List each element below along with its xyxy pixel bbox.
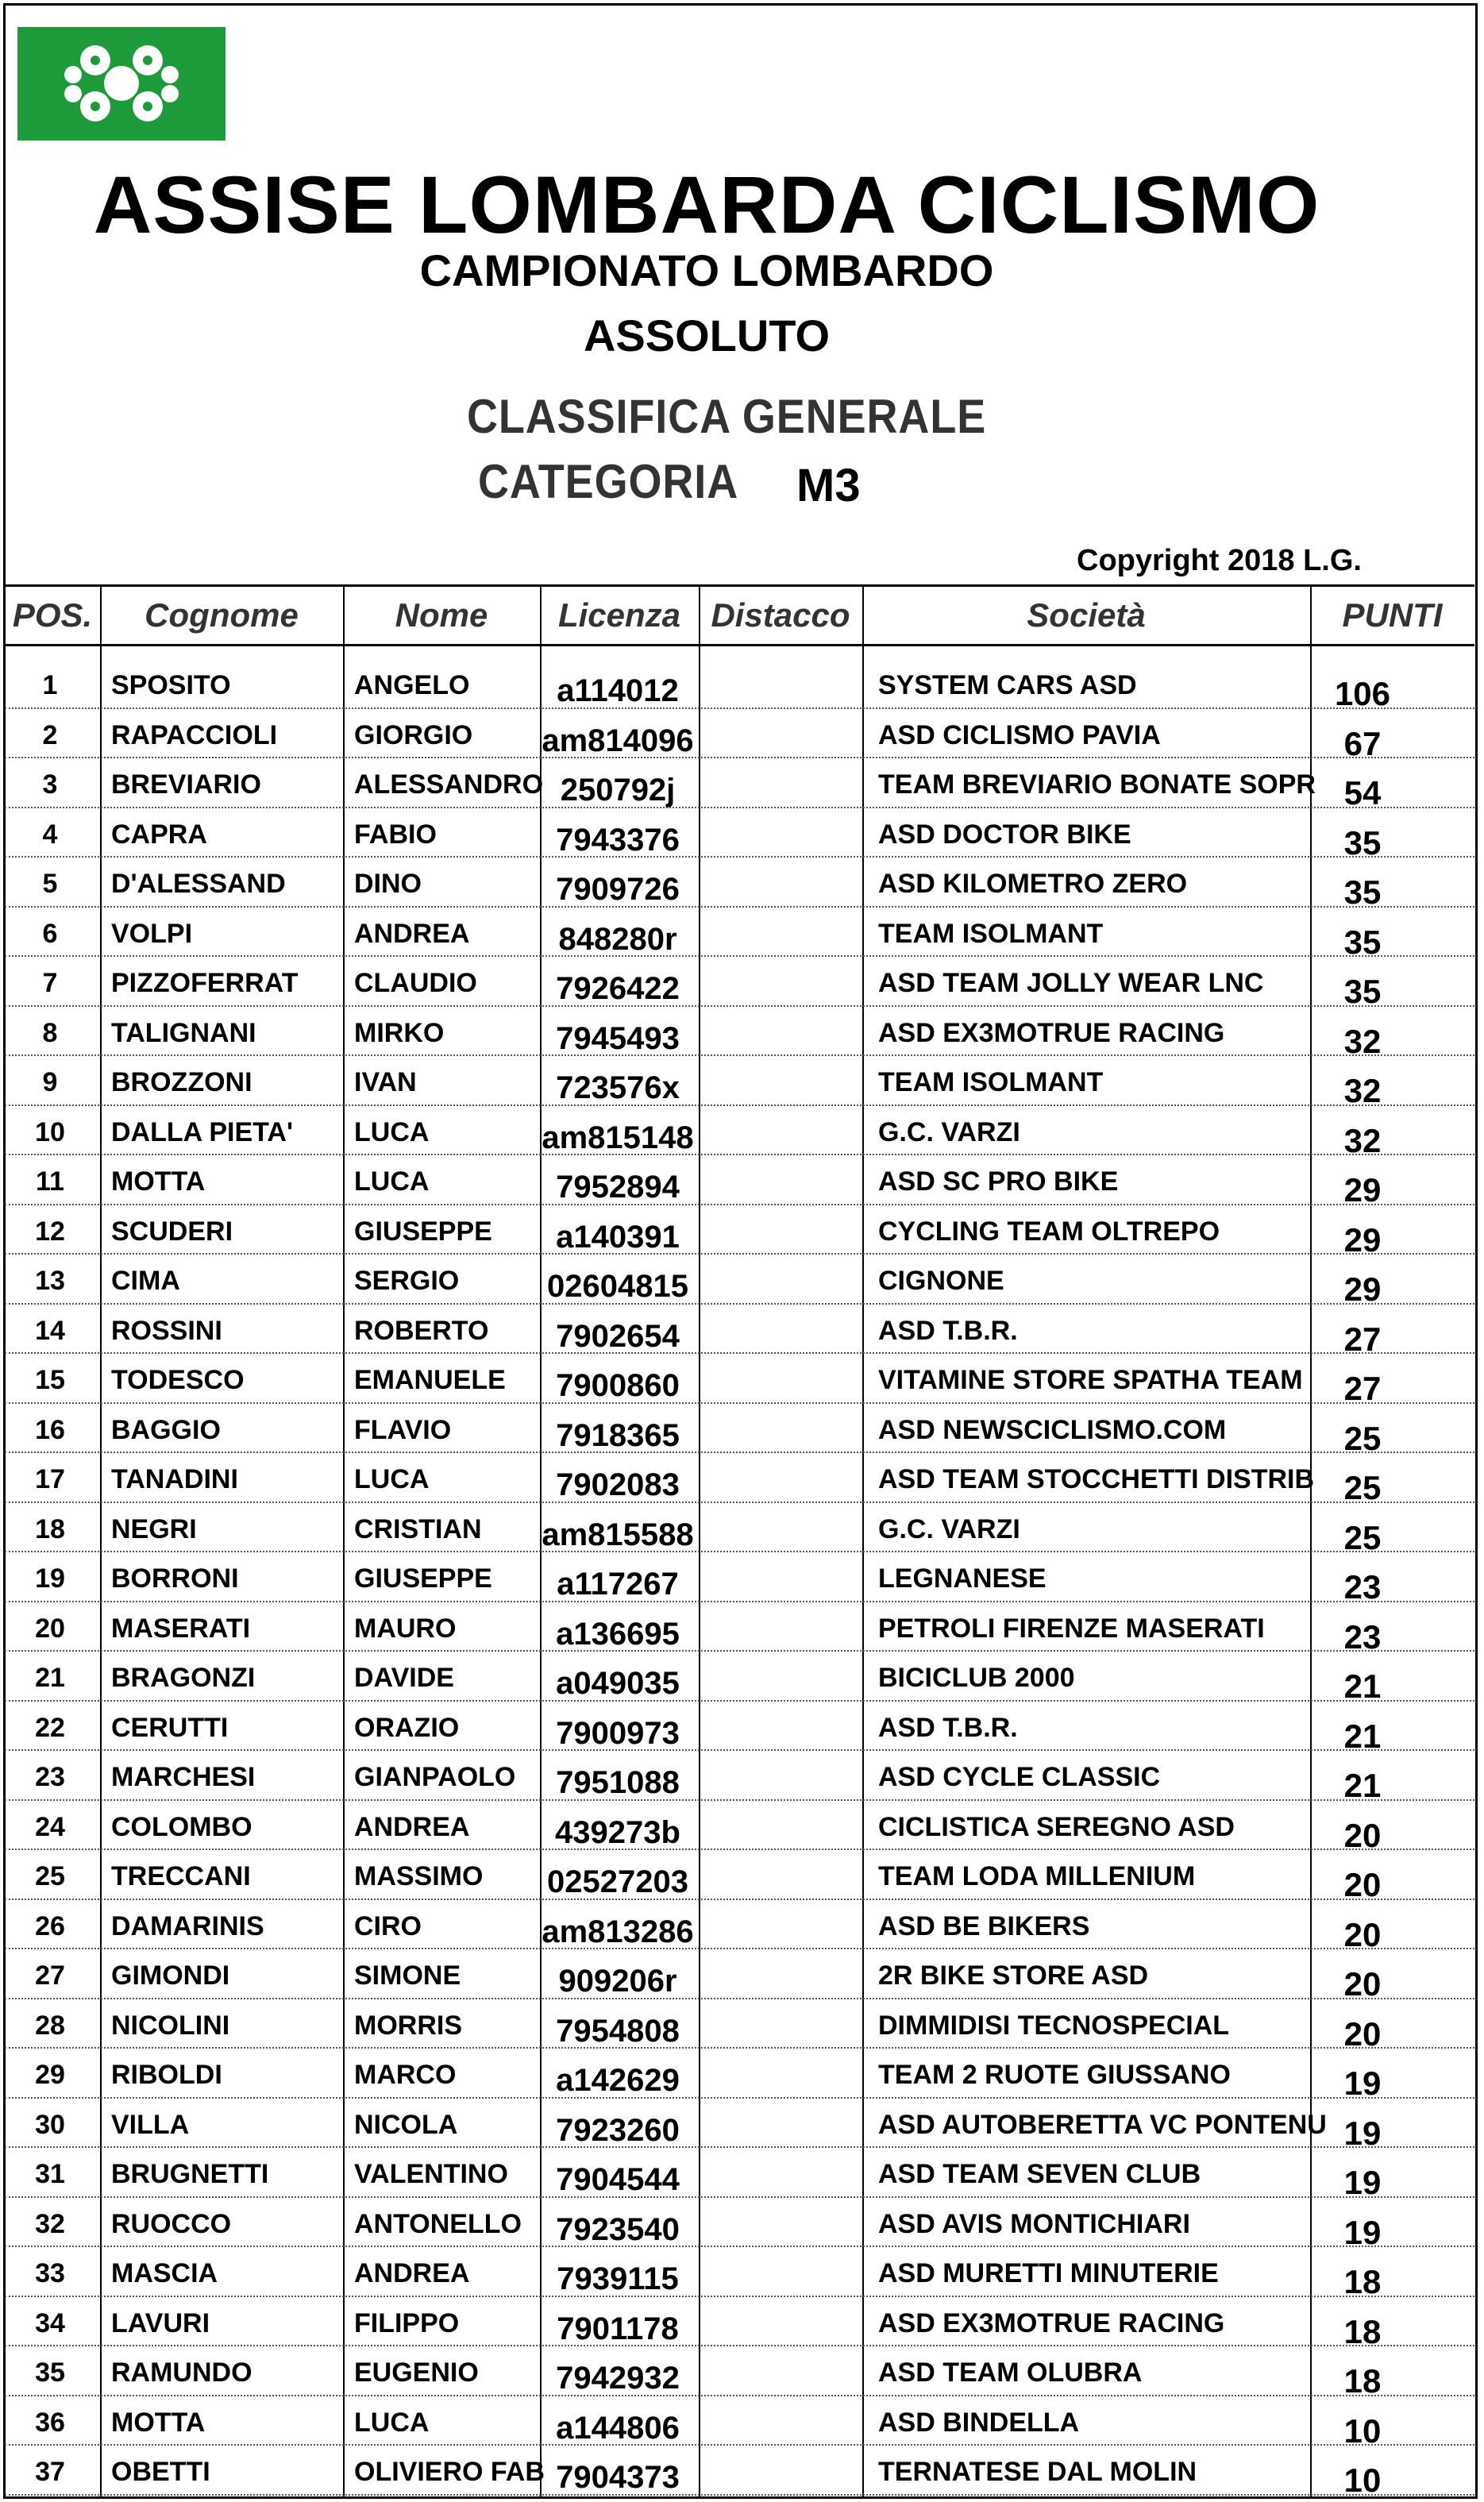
cell-pos: 26: [35, 1910, 65, 1941]
cell-societa: TEAM 2 RUOTE GIUSSANO: [878, 2060, 1231, 2090]
cell-cognome: DALLA PIETA': [111, 1116, 294, 1147]
table-row: [5, 2297, 1474, 2350]
cell-nome: IVAN: [354, 1067, 417, 1097]
cell-licenza: 723576x: [556, 1070, 680, 1105]
cell-cognome: BORRONI: [111, 1563, 239, 1594]
cell-licenza: 7942932: [556, 2361, 680, 2396]
championship-title: CAMPIONATO LOMBARDO: [419, 245, 994, 295]
cell-licenza: 7923260: [556, 2112, 680, 2148]
cell-licenza: 7939115: [557, 2261, 679, 2296]
cell-licenza: 7904373: [556, 2460, 680, 2495]
cell-cognome: LAVURI: [111, 2307, 210, 2338]
cell-licenza: 02604815: [547, 1269, 688, 1304]
cell-pos: 3: [42, 769, 58, 800]
cell-punti: 19: [1343, 2064, 1382, 2102]
cell-punti: 20: [1343, 1866, 1382, 1903]
table-row: [5, 2198, 1474, 2251]
cell-cognome: BROZZONI: [111, 1067, 252, 1097]
cell-licenza: 7900973: [556, 1715, 680, 1751]
cell-pos: 36: [35, 2407, 65, 2438]
cell-punti: 106: [1334, 675, 1391, 712]
cell-societa: ASD NEWSCICLISMO.COM: [878, 1414, 1227, 1445]
header-licenza: Licenza: [557, 596, 681, 634]
cell-cognome: TRECCANI: [111, 1861, 251, 1891]
cell-licenza: 7923540: [556, 2211, 680, 2247]
cell-punti: 35: [1343, 973, 1382, 1010]
cell-licenza: 7901178: [557, 2311, 679, 2346]
cell-cognome: GIMONDI: [111, 1960, 230, 1991]
cell-nome: EUGENIO: [354, 2357, 479, 2388]
table-row: [5, 659, 1474, 712]
table-row: [5, 2247, 1474, 2300]
cell-cognome: RUOCCO: [111, 2208, 232, 2239]
cell-punti: 18: [1343, 2312, 1382, 2350]
cell-pos: 17: [35, 1464, 65, 1494]
cell-nome: MIRKO: [354, 1017, 445, 1048]
cell-punti: 35: [1343, 873, 1382, 911]
cell-pos: 21: [35, 1663, 65, 1693]
cell-pos: 35: [35, 2357, 65, 2388]
cell-nome: OLIVIERO FAB: [354, 2457, 545, 2487]
cell-nome: GIANPAOLO: [354, 1762, 516, 1792]
cell-nome: CIRO: [354, 1910, 422, 1941]
cell-nome: LUCA: [354, 2407, 430, 2438]
cell-nome: FILIPPO: [354, 2307, 460, 2338]
cell-societa: ASD EX3MOTRUE RACING: [878, 2307, 1225, 2338]
cell-licenza: 909206r: [558, 1964, 677, 1999]
cell-pos: 13: [35, 1266, 65, 1296]
table-row: [5, 1751, 1474, 1804]
cell-punti: 29: [1343, 1220, 1382, 1259]
cell-licenza: 848280r: [558, 921, 677, 957]
cell-licenza: a114012: [557, 673, 679, 708]
cell-nome: EMANUELE: [354, 1365, 506, 1395]
cell-nome: MAURO: [354, 1613, 457, 1644]
cell-societa: ASD CICLISMO PAVIA: [878, 719, 1161, 750]
table-row: [5, 1453, 1474, 1506]
cell-pos: 9: [42, 1067, 58, 1097]
cell-societa: ASD T.B.R.: [878, 1712, 1018, 1743]
table-row: [5, 1900, 1474, 1953]
table-row: [5, 709, 1474, 762]
cell-societa: ASD TEAM SEVEN CLUB: [878, 2159, 1201, 2189]
cell-punti: 18: [1343, 2263, 1382, 2300]
cell-punti: 23: [1343, 1617, 1382, 1656]
cell-societa: ASD KILOMETRO ZERO: [878, 869, 1188, 899]
cell-licenza: 7951088: [556, 1765, 680, 1800]
cell-punti: 25: [1343, 1469, 1382, 1506]
cell-societa: LEGNANESE: [878, 1563, 1047, 1594]
table-row: [5, 758, 1474, 812]
cell-societa: ASD AVIS MONTICHIARI: [878, 2208, 1190, 2239]
cell-pos: 15: [35, 1365, 65, 1395]
cell-cognome: CAPRA: [111, 819, 207, 850]
cell-nome: ORAZIO: [354, 1712, 460, 1743]
cell-cognome: SPOSITO: [111, 670, 231, 700]
cell-punti: 29: [1343, 1171, 1382, 1209]
cell-punti: 20: [1343, 2014, 1382, 2053]
cell-societa: 2R BIKE STORE ASD: [878, 1960, 1149, 1991]
table-row: [5, 2099, 1474, 2152]
table-row: [5, 2446, 1474, 2499]
cell-societa: CIGNONE: [878, 1266, 1004, 1296]
cell-cognome: MARCHESI: [111, 1762, 256, 1792]
cell-cognome: TODESCO: [111, 1365, 245, 1395]
cell-cognome: VILLA: [111, 2109, 190, 2140]
cell-licenza: a049035: [556, 1666, 680, 1701]
cell-licenza: a117267: [557, 1567, 679, 1602]
cell-cognome: NICOLINI: [111, 2010, 230, 2041]
cell-punti: 54: [1343, 774, 1382, 812]
cell-licenza: 7926422: [556, 971, 680, 1006]
cell-licenza: 7900860: [556, 1368, 680, 1403]
cell-cognome: TALIGNANI: [111, 1017, 256, 1048]
cell-punti: 32: [1343, 1022, 1382, 1060]
cell-pos: 22: [35, 1712, 65, 1743]
cell-licenza: 7902654: [556, 1318, 680, 1354]
table-row: [5, 1702, 1474, 1755]
cell-punti: 32: [1343, 1121, 1382, 1159]
table-row: [5, 1354, 1474, 1407]
cell-cognome: ROSSINI: [111, 1315, 222, 1346]
cell-punti: 10: [1343, 2411, 1382, 2450]
cell-licenza: 7902083: [556, 1467, 680, 1502]
table-row: [5, 1850, 1474, 1903]
championship-subtitle: ASSOLUTO: [583, 310, 831, 360]
cell-nome: GIUSEPPE: [354, 1563, 492, 1594]
cell-societa: ASD TEAM OLUBRA: [878, 2357, 1143, 2388]
cell-nome: ANDREA: [354, 918, 470, 949]
cell-nome: GIORGIO: [354, 719, 473, 750]
standings-table: [5, 584, 1474, 2499]
cell-nome: MORRIS: [354, 2010, 462, 2041]
cell-licenza: 7918365: [556, 1417, 680, 1453]
cell-licenza: a136695: [556, 1616, 680, 1652]
cell-pos: 8: [42, 1017, 58, 1048]
cell-cognome: COLOMBO: [111, 1811, 252, 1842]
cell-punti: 19: [1343, 2114, 1382, 2152]
cell-societa: G.C. VARZI: [878, 1116, 1020, 1147]
cell-pos: 1: [42, 670, 58, 700]
cell-licenza: 7952894: [556, 1170, 680, 1205]
cell-licenza: am814096: [542, 723, 694, 758]
cell-licenza: am815588: [542, 1517, 694, 1552]
table-row: [5, 2049, 1474, 2102]
table-row: [5, 1155, 1474, 1209]
cell-cognome: PIZZOFERRAT: [111, 968, 299, 998]
cell-nome: LUCA: [354, 1166, 430, 1197]
cell-punti: 29: [1343, 1270, 1382, 1308]
cell-nome: SIMONE: [354, 1960, 461, 1991]
cell-licenza: 7943376: [556, 822, 680, 858]
cell-licenza: 02527203: [547, 1864, 688, 1899]
cell-punti: 32: [1343, 1072, 1382, 1109]
cell-punti: 20: [1343, 1965, 1382, 2003]
rosa-camuna-icon: [17, 27, 225, 141]
cell-nome: MARCO: [354, 2060, 457, 2090]
cell-punti: 27: [1343, 1320, 1382, 1358]
cell-nome: GIUSEPPE: [354, 1216, 492, 1247]
table-row: [5, 858, 1474, 911]
cell-licenza: 250792j: [560, 773, 676, 808]
cell-punti: 67: [1343, 724, 1382, 762]
cell-cognome: SCUDERI: [111, 1216, 233, 1247]
cell-societa: PETROLI FIRENZE MASERATI: [878, 1613, 1265, 1644]
cell-pos: 29: [35, 2060, 65, 2090]
cell-licenza: am815148: [542, 1120, 694, 1155]
cell-societa: DIMMIDISI TECNOSPECIAL: [878, 2010, 1230, 2041]
cell-pos: 28: [35, 2010, 65, 2041]
cell-licenza: 7954808: [556, 2013, 680, 2049]
cell-punti: 21: [1343, 1767, 1382, 1804]
cell-cognome: BRUGNETTI: [111, 2159, 269, 2189]
cell-pos: 37: [35, 2457, 65, 2487]
cell-pos: 20: [35, 1613, 65, 1644]
cell-pos: 23: [35, 1762, 65, 1792]
cell-licenza: 7909726: [556, 872, 680, 907]
cell-societa: ASD BINDELLA: [878, 2407, 1080, 2438]
cell-nome: ALESSANDRO: [354, 769, 544, 800]
categoria-value: M3: [796, 460, 861, 511]
cell-nome: ANDREA: [354, 2258, 470, 2288]
cell-nome: LUCA: [354, 1464, 430, 1494]
cell-cognome: CIMA: [111, 1266, 180, 1296]
classifica-label: CLASSIFICA GENERALE: [467, 390, 987, 443]
cell-pos: 34: [35, 2307, 65, 2338]
cell-cognome: D'ALESSAND: [111, 869, 286, 899]
cell-pos: 10: [35, 1116, 65, 1147]
cell-societa: TEAM LODA MILLENIUM: [878, 1861, 1196, 1891]
table-body: [5, 659, 1474, 2499]
table-row: [5, 1007, 1474, 1060]
cell-pos: 30: [35, 2109, 65, 2140]
copyright-note: Copyright 2018 L.G.: [1077, 544, 1362, 577]
cell-societa: TEAM ISOLMANT: [878, 1067, 1104, 1097]
cell-cognome: BRAGONZI: [111, 1663, 256, 1693]
cell-cognome: RAPACCIOLI: [111, 719, 278, 750]
cell-nome: NICOLA: [354, 2109, 458, 2140]
header-punti: PUNTI: [1342, 596, 1443, 634]
cell-societa: ASD DOCTOR BIKE: [878, 819, 1131, 850]
table-row: [5, 1404, 1474, 1457]
cell-nome: FLAVIO: [354, 1414, 452, 1445]
cell-societa: ASD TEAM STOCCHETTI DISTRIB: [878, 1464, 1315, 1494]
cell-nome: ANTONELLO: [354, 2208, 522, 2239]
cell-societa: G.C. VARZI: [878, 1513, 1020, 1544]
cell-cognome: VOLPI: [111, 918, 193, 949]
cell-societa: ASD TEAM JOLLY WEAR LNC: [878, 968, 1264, 998]
table-row: [5, 1205, 1474, 1259]
cell-cognome: OBETTI: [111, 2457, 210, 2487]
cell-pos: 27: [35, 1960, 65, 1991]
cell-pos: 5: [42, 869, 58, 899]
cell-punti: 27: [1343, 1370, 1382, 1407]
cell-licenza: a140391: [556, 1219, 680, 1255]
header-societa: Società: [1027, 596, 1146, 634]
table-row: [5, 808, 1474, 862]
cell-cognome: TANADINI: [111, 1464, 238, 1494]
cell-punti: 20: [1343, 1816, 1382, 1854]
cell-nome: ROBERTO: [354, 1315, 489, 1346]
categoria-label: CATEGORIA: [478, 455, 739, 508]
cell-pos: 32: [35, 2208, 65, 2239]
cell-societa: VITAMINE STORE SPATHA TEAM: [878, 1365, 1303, 1395]
table-header: [5, 584, 1474, 646]
cell-licenza: 439273b: [555, 1814, 680, 1850]
table-row: [5, 2396, 1474, 2450]
cell-cognome: DAMARINIS: [111, 1910, 264, 1941]
cell-pos: 33: [35, 2258, 65, 2288]
cell-societa: TERNATESE DAL MOLIN: [878, 2457, 1197, 2487]
cell-punti: 35: [1343, 823, 1382, 862]
cell-societa: TEAM BREVIARIO BONATE SOPR: [878, 769, 1316, 800]
cell-nome: FABIO: [354, 819, 437, 850]
cell-pos: 4: [42, 819, 58, 850]
cell-societa: ASD BE BIKERS: [878, 1910, 1090, 1941]
cell-punti: 20: [1343, 1915, 1382, 1953]
cell-pos: 24: [35, 1811, 65, 1842]
cell-licenza: a144806: [556, 2410, 680, 2446]
cell-cognome: BAGGIO: [111, 1414, 221, 1445]
cell-pos: 12: [35, 1216, 65, 1247]
cell-nome: DINO: [354, 869, 422, 899]
cell-societa: CICLISTICA SEREGNO ASD: [878, 1811, 1235, 1842]
cell-pos: 6: [42, 918, 58, 949]
table-row: [5, 1056, 1474, 1109]
cell-cognome: MASERATI: [111, 1613, 251, 1644]
cell-societa: ASD T.B.R.: [878, 1315, 1018, 1346]
table-row: [5, 1305, 1474, 1358]
table-row: [5, 1106, 1474, 1159]
cell-cognome: NEGRI: [111, 1513, 197, 1544]
cell-societa: ASD CYCLE CLASSIC: [878, 1762, 1161, 1792]
table-row: [5, 1503, 1474, 1556]
cell-nome: MASSIMO: [354, 1861, 484, 1891]
cell-punti: 21: [1343, 1667, 1382, 1705]
cell-cognome: MASCIA: [111, 2258, 218, 2288]
cell-licenza: 7945493: [556, 1020, 680, 1056]
cell-societa: ASD EX3MOTRUE RACING: [878, 1017, 1225, 1048]
table-row: [5, 2346, 1474, 2400]
rosa-camuna-logo: [17, 27, 225, 141]
table-row: [5, 2148, 1474, 2201]
table-row: [5, 1602, 1474, 1656]
cell-punti: 18: [1343, 2362, 1382, 2400]
cell-societa: ASD MURETTI MINUTERIE: [878, 2258, 1219, 2288]
cell-licenza: 7904544: [556, 2162, 680, 2197]
cell-pos: 31: [35, 2159, 65, 2189]
cell-nome: CRISTIAN: [354, 1513, 482, 1544]
table-row: [5, 1999, 1474, 2053]
table-row: [5, 908, 1474, 961]
cell-pos: 11: [36, 1166, 64, 1197]
cell-pos: 7: [42, 968, 58, 998]
cell-cognome: MOTTA: [111, 2407, 206, 2438]
cell-cognome: RAMUNDO: [111, 2357, 252, 2388]
cell-cognome: MOTTA: [111, 1166, 206, 1197]
cell-nome: LUCA: [354, 1116, 430, 1147]
cell-nome: CLAUDIO: [354, 968, 477, 998]
cell-societa: TEAM ISOLMANT: [878, 918, 1104, 949]
table-row: [5, 1255, 1474, 1308]
cell-pos: 25: [35, 1861, 65, 1891]
cell-nome: VALENTINO: [354, 2159, 508, 2189]
cell-societa: ASD SC PRO BIKE: [878, 1166, 1119, 1197]
cell-punti: 25: [1343, 1419, 1382, 1457]
header-pos: POS.: [12, 596, 93, 634]
cell-cognome: RIBOLDI: [111, 2060, 222, 2090]
cell-societa: ASD AUTOBERETTA VC PONTENU: [878, 2109, 1327, 2140]
cell-licenza: a142629: [556, 2063, 680, 2098]
cell-punti: 19: [1343, 2164, 1382, 2201]
cell-cognome: BREVIARIO: [111, 769, 261, 800]
page-title: ASSISE LOMBARDA CICLISMO: [93, 160, 1320, 250]
cell-pos: 14: [35, 1315, 65, 1346]
cell-punti: 21: [1343, 1717, 1382, 1755]
cell-cognome: CERUTTI: [111, 1712, 229, 1743]
cell-societa: CYCLING TEAM OLTREPO: [878, 1216, 1220, 1247]
cell-licenza: am813286: [542, 1914, 694, 1949]
cell-punti: 25: [1343, 1518, 1382, 1556]
cell-pos: 2: [42, 719, 58, 750]
cell-societa: BICICLUB 2000: [878, 1663, 1075, 1693]
cell-punti: 23: [1343, 1568, 1382, 1606]
cell-punti: 35: [1343, 923, 1382, 961]
cell-pos: 19: [35, 1563, 65, 1594]
cell-nome: ANGELO: [354, 670, 470, 700]
cell-nome: SERGIO: [354, 1266, 460, 1296]
header-cognome: Cognome: [145, 596, 299, 634]
cell-societa: SYSTEM CARS ASD: [878, 670, 1137, 700]
table-row: [5, 1801, 1474, 1854]
table-row: [5, 1652, 1474, 1705]
header-nome: Nome: [395, 596, 488, 634]
cell-pos: 18: [35, 1513, 65, 1544]
cell-punti: 10: [1343, 2462, 1382, 2499]
table-row: [5, 1949, 1474, 2003]
table-row: [5, 957, 1474, 1010]
cell-nome: DAVIDE: [354, 1663, 454, 1693]
header-distacco: Distacco: [711, 596, 850, 634]
cell-nome: ANDREA: [354, 1811, 470, 1842]
table-row: [5, 1552, 1474, 1606]
cell-punti: 19: [1343, 2213, 1382, 2251]
cell-pos: 16: [35, 1414, 65, 1445]
